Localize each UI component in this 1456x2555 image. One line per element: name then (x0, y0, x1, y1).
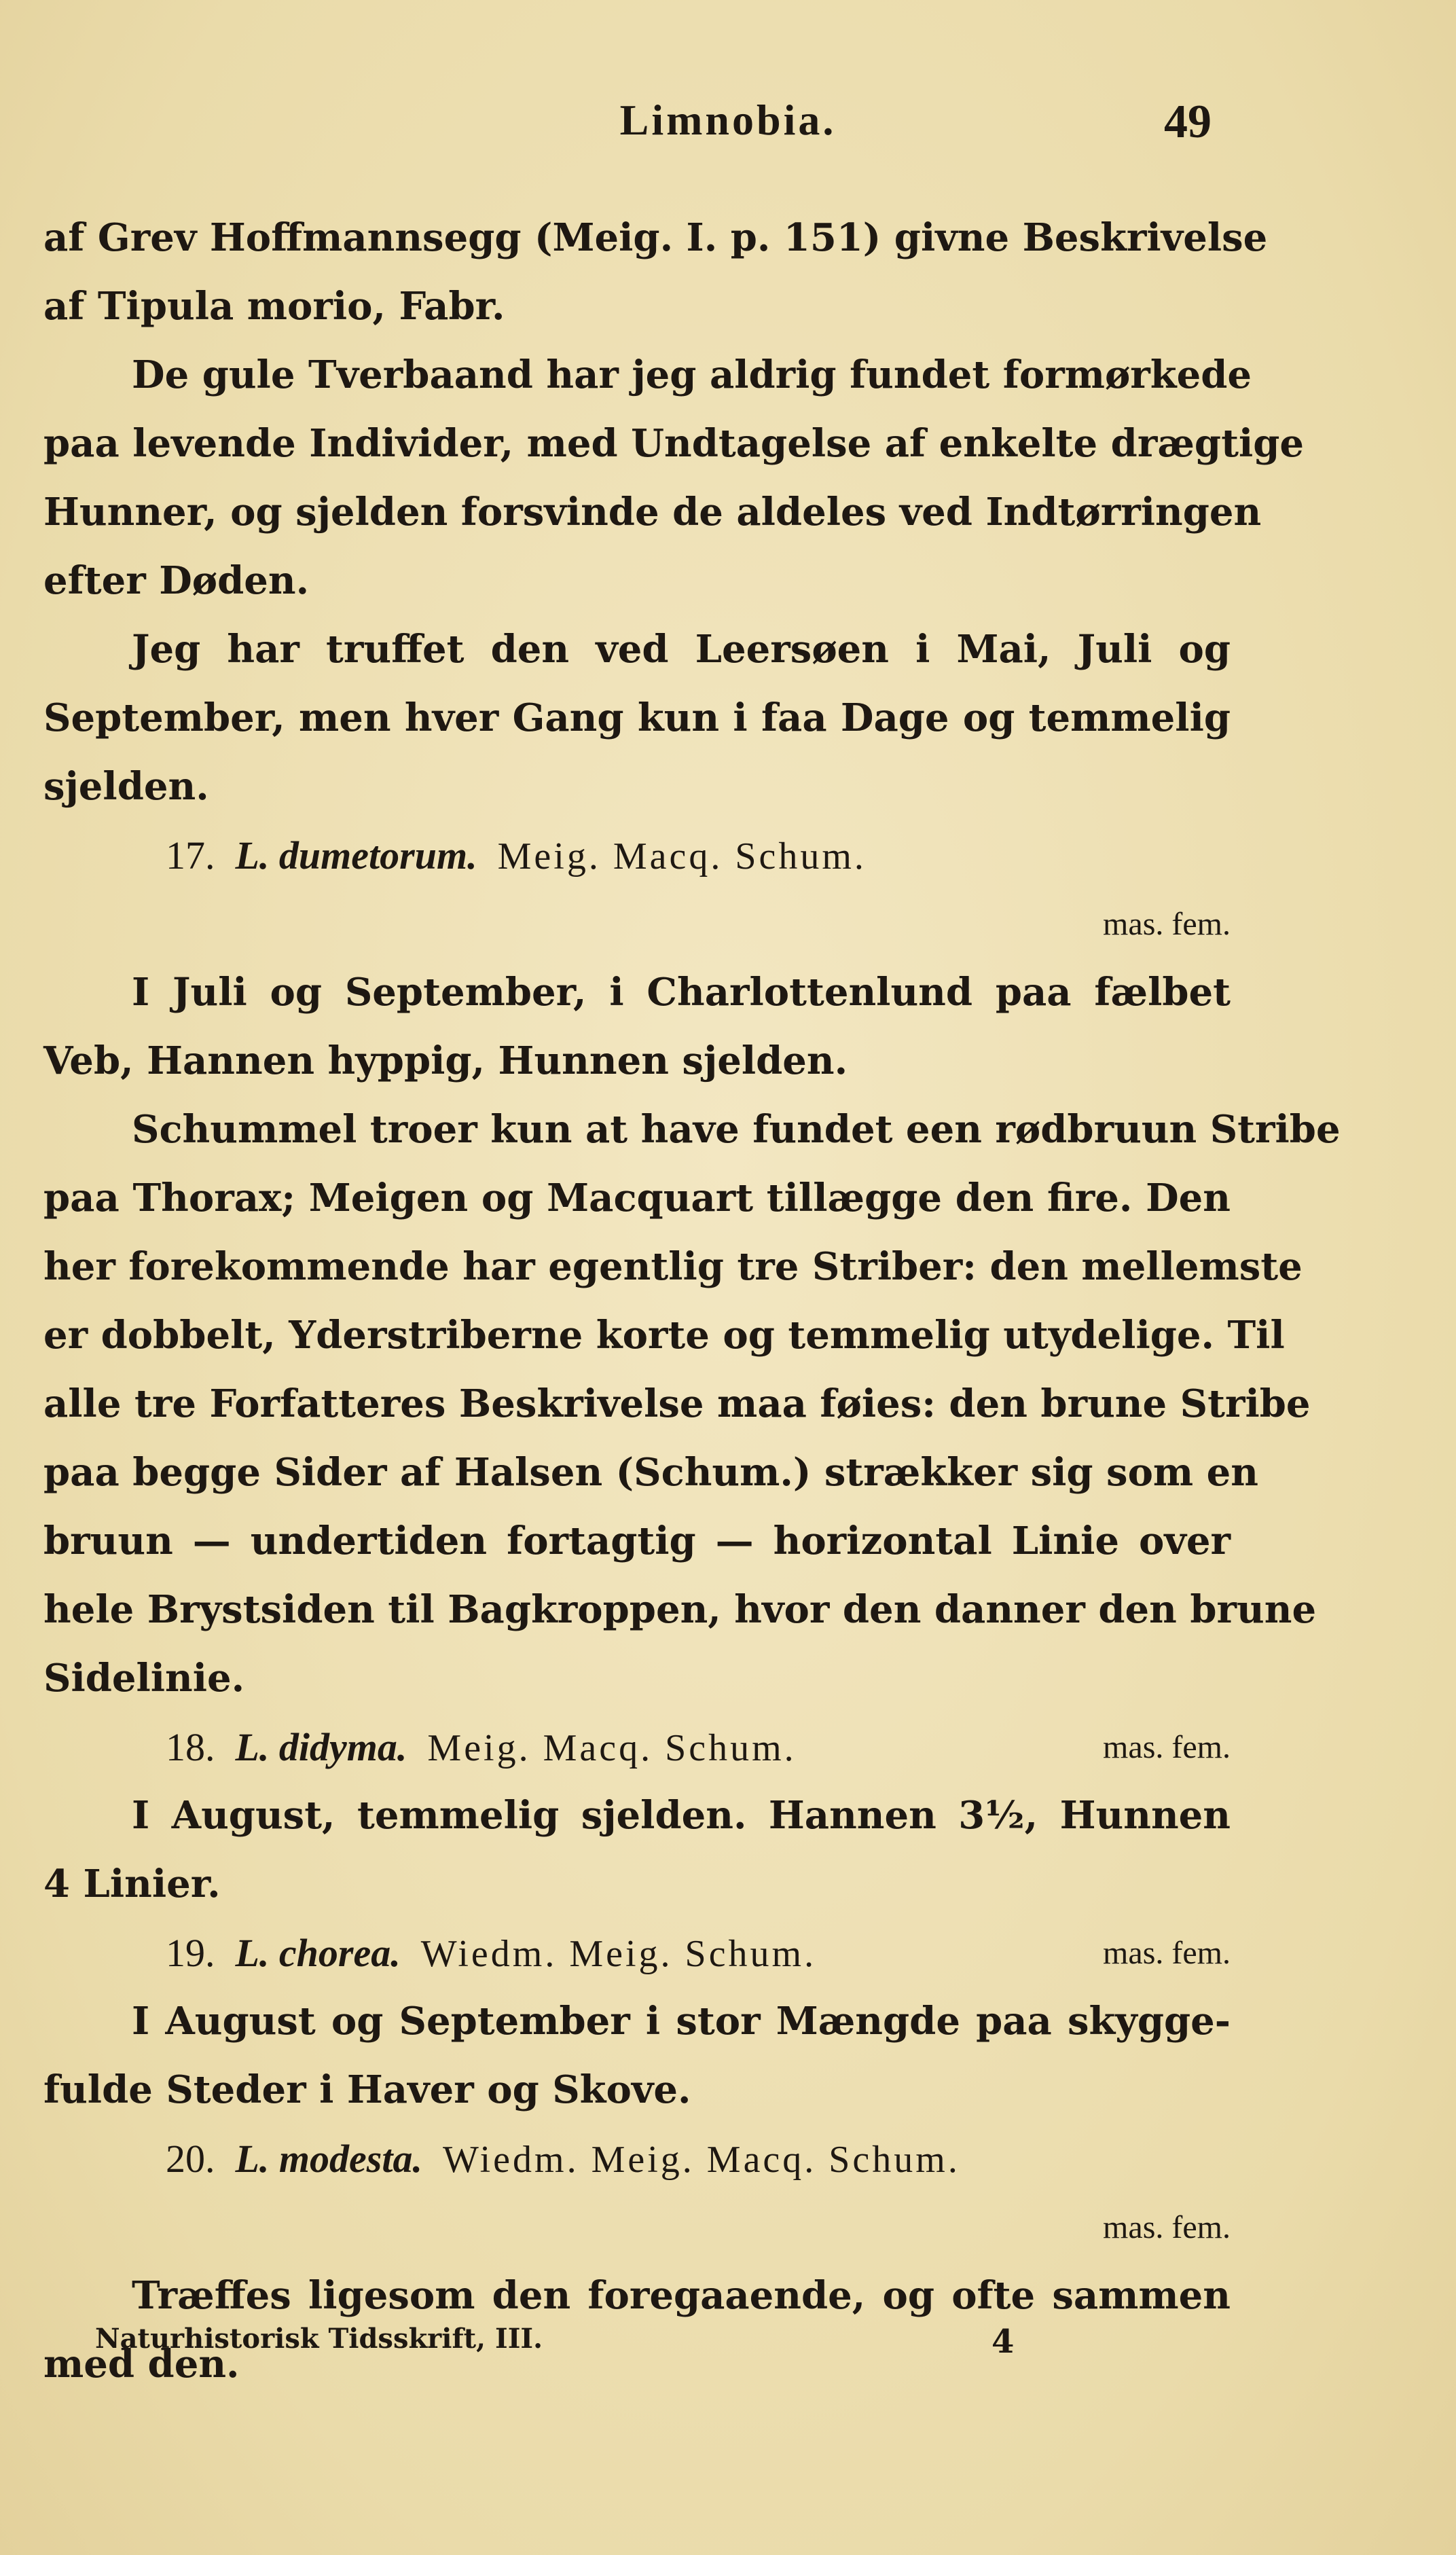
species-entry-18 (43, 1713, 1231, 1781)
text-line: efter Døden. (43, 558, 310, 603)
text-line: alle tre Forfatteres Beskrivelse maa føies: den brune Stribe (43, 1381, 1311, 1426)
species-authors: Wiedm. Meig. Schum. (420, 1933, 817, 1975)
text-line: paa Thorax; Meigen og Macquart tillægge den fire. Den (43, 1176, 1231, 1220)
text-line: paa levende Individer, med Undtagelse af enkelte drægtige (43, 421, 1305, 466)
text-line: I August, temmelig sjelden. Hannen 3½, Hunnen (132, 1793, 1231, 1838)
text-line: Sidelinie. (43, 1656, 245, 1701)
species-authors: Meig. Macq. Schum. (427, 1727, 797, 1769)
text-line: September, men hver Gang kun i faa Dage og temmelig (43, 695, 1231, 740)
page-header (0, 95, 1456, 156)
sex-designation: mas. fem. (1103, 2209, 1231, 2245)
page-number: 49 (1164, 96, 1212, 148)
text-line: Schummel troer kun at have fundet een rødbruun Stribe (132, 1107, 1341, 1152)
sheet-number: 4 (991, 2323, 1015, 2361)
text-line: sjelden. (43, 764, 209, 809)
entry-number: 17. (166, 833, 215, 877)
entry-number: 20. (166, 2137, 215, 2181)
text-line: af Tipula morio, Fabr. (43, 284, 505, 329)
species-entry-19 (43, 1919, 1231, 1987)
species-name: L. didyma. (235, 1725, 407, 1769)
sex-designation: mas. fem. (1103, 1729, 1231, 1765)
running-title: Limnobia. (619, 96, 837, 144)
species-authors: Meig. Macq. Schum. (497, 835, 867, 877)
text-line: I Juli og September, i Charlottenlund paa fælbet (132, 970, 1231, 1015)
text-line: paa begge Sider af Halsen (Schum.) strækker sig som en (43, 1450, 1259, 1495)
entry-number: 19. (166, 1931, 215, 1975)
text-line: De gule Tverbaand har jeg aldrig fundet formørkede (132, 352, 1252, 397)
text-line: af Grev Hoffmannsegg (Meig. I. p. 151) givne Beskrivelse (43, 215, 1268, 260)
text-line: Veb, Hannen hyppig, Hunnen sjelden. (43, 1038, 848, 1083)
text-line: Hunner, og sjelden forsvinde de aldeles ved Indtørringen (43, 490, 1262, 534)
text-line: I August og September i stor Mængde paa skygge- (132, 1999, 1231, 2044)
sex-designation: mas. fem. (1103, 906, 1231, 942)
text-line: 4 Linier. (43, 1862, 221, 1906)
species-entry-17 (43, 821, 1231, 890)
page-footer (95, 2323, 1114, 2370)
text-line: er dobbelt, Yderstriberne korte og temmelig utydelige. Til (43, 1313, 1285, 1358)
species-name: L. modesta. (235, 2137, 422, 2181)
signature-line: Naturhistorisk Tidsskrift, III. (95, 2323, 543, 2355)
sex-designation: mas. fem. (1103, 1935, 1231, 1971)
body-text (43, 204, 1341, 2399)
species-name: L. chorea. (235, 1931, 401, 1975)
entry-number: 18. (166, 1725, 215, 1769)
species-name: L. dumetorum. (235, 833, 477, 877)
text-line: hele Brystsiden til Bagkroppen, hvor den danner den brune (43, 1587, 1317, 1632)
species-authors: Wiedm. Meig. Macq. Schum. (442, 2139, 960, 2181)
text-line: her forekommende har egentlig tre Striber: den mellemste (43, 1244, 1303, 1289)
species-entry-20 (43, 2124, 1231, 2193)
text-line: bruun — undertiden fortagtig — horizontal Linie over (43, 1519, 1231, 1563)
text-line: Træffes ligesom den foregaaende, og ofte sammen (132, 2273, 1231, 2318)
text-line: med den. (43, 2342, 240, 2387)
text-line: Jeg har truffet den ved Leersøen i Mai, Juli og (132, 627, 1231, 672)
text-line: fulde Steder i Haver og Skove. (43, 2067, 691, 2112)
